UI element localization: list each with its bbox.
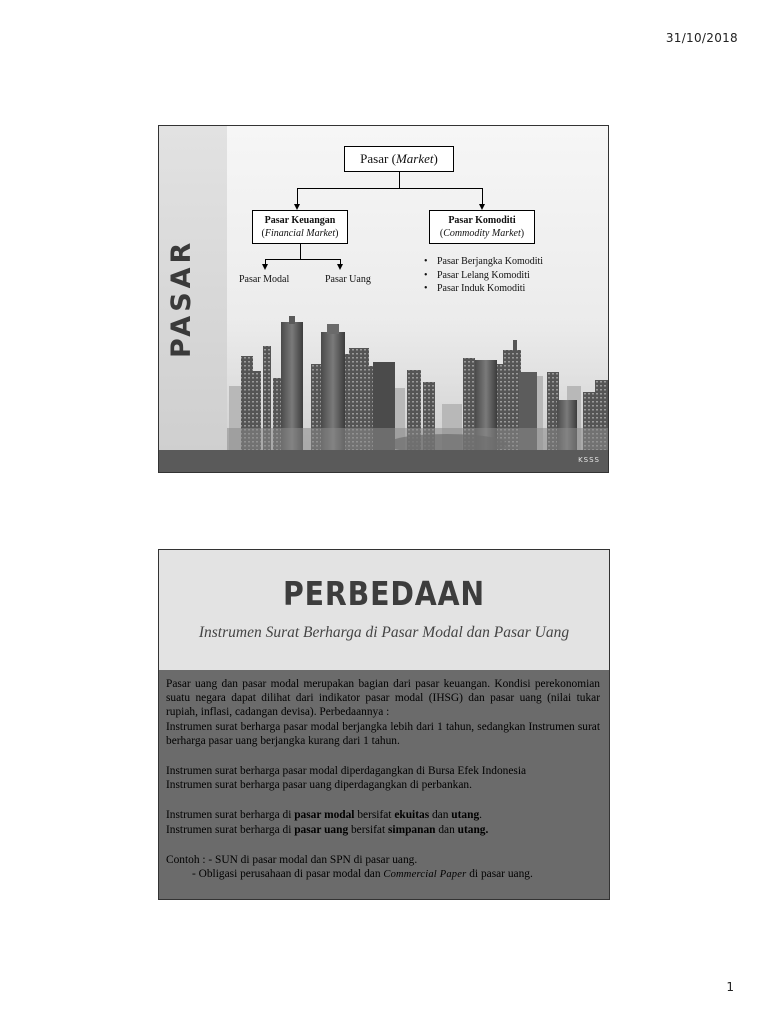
connector-line — [297, 188, 483, 189]
money-market-label: Pasar Uang — [325, 274, 371, 285]
list-item: • Pasar Berjangka Komoditi — [424, 255, 543, 269]
commodity-list — [424, 255, 543, 296]
arrow-down-icon — [337, 264, 343, 270]
connector-line — [297, 188, 298, 205]
footer-text: KSSS — [578, 456, 600, 464]
page-date: 31/10/2018 — [665, 31, 738, 45]
arrow-down-icon — [262, 264, 268, 270]
slide-header — [159, 550, 609, 670]
paragraph: Instrumen surat berharga pasar modal diperdagangkan di Bursa Efek Indonesia — [166, 765, 527, 778]
example-line: - Obligasi perusahaan di pasar modal dan Commercial Paper di pasar uang. — [192, 868, 533, 881]
commodity-market-subtitle: Commodity Market — [443, 228, 521, 239]
list-item: • Pasar Lelang Komoditi — [424, 269, 543, 283]
commodity-market-title: Pasar Komoditi — [448, 215, 516, 226]
slide-perbedaan — [158, 549, 610, 900]
list-item: • Pasar Induk Komoditi — [424, 282, 543, 296]
paragraph: Instrumen surat berharga di pasar uang bersifat simpanan dan utang. — [166, 823, 489, 836]
slide-pasar — [158, 125, 609, 473]
paragraph: Instrumen surat berharga pasar uang diperdagangkan di perbankan. — [166, 779, 472, 792]
connector-line — [300, 243, 301, 260]
slide-title: PERBEDAAN — [282, 574, 486, 613]
slide-body — [166, 677, 600, 882]
slide-subtitle: Instrumen Surat Berharga di Pasar Modal dan Pasar Uang — [198, 624, 570, 641]
example-line: Contoh : - SUN di pasar modal dan SPN di pasar uang. — [166, 853, 418, 866]
financial-market-subtitle: Financial Market — [264, 228, 336, 239]
financial-market-title: Pasar Keuangan — [264, 215, 336, 226]
connector-line — [482, 188, 483, 205]
paragraph: Pasar uang dan pasar modal merupakan bagian dari pasar keuangan. Kondisi perekonomian suatu negara dapat dilihat dari indikator pasar modal (IHSG) dan pasar uang (nilai tukar rupiah, inflasi, cadangan devisa). Perbedaannya : — [166, 678, 600, 719]
capital-market-label: Pasar Modal — [239, 274, 290, 285]
page-number: 1 — [726, 980, 734, 994]
connector-line — [399, 171, 400, 189]
connector-line — [265, 259, 341, 260]
paragraph: Instrumen surat berharga pasar modal berjangka lebih dari 1 tahun, sedangkan Instrumen surat berharga pasar uang berjangka kurang dari 1 tahun. — [166, 720, 600, 747]
city-skyline-image — [227, 316, 609, 452]
paragraph: Instrumen surat berharga di pasar modal bersifat ekuitas dan utang. — [166, 809, 483, 822]
slide-footer-bar — [159, 450, 608, 472]
market-root-box: Pasar (Market) — [344, 146, 454, 172]
vertical-slide-title: PASAR — [166, 238, 197, 358]
commodity-market-box: Pasar Komoditi (Commodity Market) — [429, 210, 535, 244]
financial-market-box: Pasar Keuangan (Financial Market) — [252, 210, 348, 244]
